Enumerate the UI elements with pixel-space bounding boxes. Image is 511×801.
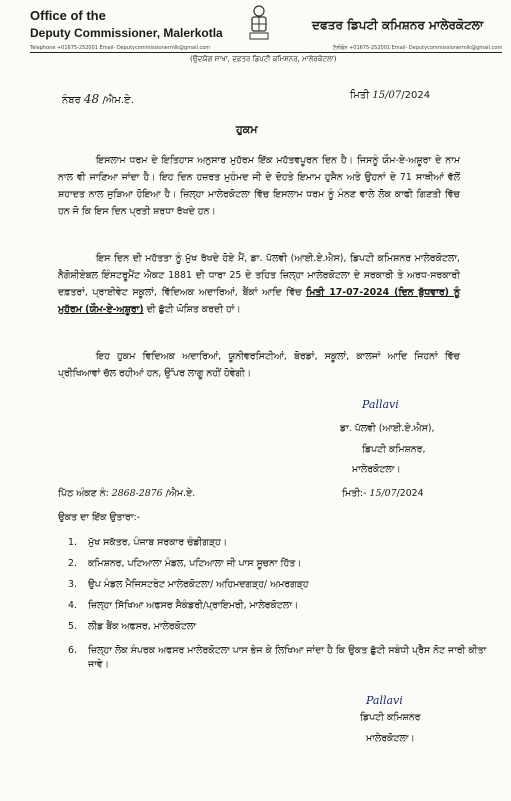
- declaration-text: ਇਸ ਦਿਨ ਦੀ ਮਹੱਤਤਾ ਨੂੰ ਮੁੱਖ ਰੱਖਦੇ ਹੋਏ ਮੈਂ, ਡਾ. ਪੱਲਵੀ (ਆਈ.ਏ.ਐਸ), ਡਿਪਟੀ ਕਮਿਸ਼ਨਰ ਮਾਲੇਰਕੋਟਲਾ, ਨੈਗੋਸ਼ੀਏਬਲ ਇੰਸਟਰੂਮੈਂਟ ਐਕਟ 1881 ਦੀ ਧਾਰਾ 25 ਦੇ ਤਹਿਤ ਜ਼ਿਲ੍ਹਾ ਮਾਲੇਰਕੋਟਲਾ ਦੇ ਸਰਕਾਰੀ ਤੇ ਅਰਧ-ਸਰਕਾਰੀ ਦਫ਼ਤਰਾਂ, ਪ੍ਰਾਈਵੇਟ ਸਕੂਲਾਂ, ਵਿੱਦਿਅਕ ਅਦਾਰਿਆਂ, ਬੈਂਕਾਂ ਆਦਿ ਵਿੱਚ: [58, 253, 460, 298]
- list-item: [68, 557, 488, 571]
- contact-right: ਟੈਲੀਫੋਨ +01675-252001 Email- Deputycommissionermlk@gmail.com: [333, 45, 503, 51]
- date-label: ਮਿਤੀ: [350, 90, 370, 101]
- reference-number: [62, 92, 134, 106]
- header-divider: [30, 52, 502, 53]
- list-item-text: ਜ਼ਿਲ੍ਹਾ ਸਿੱਖਿਆ ਅਫਸਰ ਸੈਕੰਡਰੀ/ਪ੍ਰਾਇਮਰੀ, ਮਾਲੇਰਕੋਟਲਾ।: [88, 600, 299, 611]
- date-year: /2024: [401, 90, 431, 101]
- branch-subheading: (ਉਦਯੋਗ ਸ਼ਾਖਾ, ਦਫ਼ਤਰ ਡਿਪਟੀ ਕਮਿਸ਼ਨਰ, ਮਾਲੇਰਕੋਟਲਾ): [190, 55, 337, 63]
- list-item-text: ਮੁੱਖ ਸਕੱਤਰ, ਪੰਜਾਬ ਸਰਕਾਰ ਚੰਡੀਗੜ੍ਹ।: [88, 537, 228, 548]
- government-emblem-icon: [246, 2, 272, 48]
- endorsement-date-year: /2024: [396, 488, 424, 499]
- order-title: ਹੁਕਮ: [236, 123, 258, 136]
- contact-left: Telephone +01675-252001 Email- Deputycommissionermlk@gmail.com: [30, 45, 211, 51]
- list-item: [68, 599, 488, 613]
- office-name-english: Deputy Commissioner, Malerkotla: [30, 26, 223, 40]
- signature-2: Pallavi: [366, 694, 403, 707]
- order-date: [350, 90, 430, 101]
- list-item-number: 6.: [68, 645, 77, 656]
- declaration-end: ਦੀ ਛੁੱਟੀ ਘੋਸ਼ਿਤ ਕਰਦੀ ਹਾਂ।: [146, 304, 241, 315]
- signatory-name: ਡਾ. ਪੱਲਵੀ (ਆਈ.ਏ.ਐਸ),: [340, 423, 435, 434]
- list-item-number: 2.: [68, 558, 77, 569]
- copy-list: [68, 536, 488, 679]
- list-item-text: ਜ਼ਿਲ੍ਹਾ ਲੋਕ ਸੰਪਰਕ ਅਫਸਰ ਮਾਲੇਰਕੋਟਲਾ ਪਾਸ ਭੇਜ ਕੇ ਲਿਖਿਆ ਜਾਂਦਾ ਹੈ ਕਿ ਉਕਤ ਛੁੱਟੀ ਸਬੰਧੀ ਪ੍ਰੈੱਸ ਨੋਟ ਜਾਰੀ ਕੀਤਾ ਜਾਵੇ।: [88, 645, 487, 670]
- list-item-text: ਕਮਿਸ਼ਨਰ, ਪਟਿਆਲਾ ਮੰਡਲ, ਪਟਿਆਲਾ ਜੀ ਪਾਸ ਸੂਚਨਾ ਹਿੱਤ।: [88, 558, 302, 569]
- endorsement-value: 2868-2876: [111, 488, 163, 499]
- office-title-english: Office of the: [30, 8, 106, 23]
- reference-number-value: 48: [83, 92, 100, 106]
- endorsement-suffix: /ਐਮ.ਏ.: [165, 488, 196, 499]
- signatory-designation-2: ਡਿਪਟੀ ਕਮਿਸ਼ਨਰ: [360, 712, 421, 723]
- reference-prefix: ਨੰਬਰ: [62, 95, 81, 106]
- list-item-text: ਲੀਡ ਬੈਂਕ ਅਫਸਰ, ਮਾਲੇਰਕੋਟਲਾ: [88, 621, 197, 632]
- endorsement-date-label: ਮਿਤੀ:-: [342, 488, 367, 499]
- list-item-number: 1.: [68, 537, 77, 548]
- list-item-number: 3.: [68, 579, 77, 590]
- list-item-number: 5.: [68, 621, 77, 632]
- date-value: 15/07: [372, 90, 402, 101]
- holiday-date-highlight: ਮਿਤੀ 17-07-2024 (ਦਿਨ ਬੁੱਧਵਾਰ) ਨੂੰ ਮੁਹੱਰਮ (ਯੌਮ-ਏ-ਅਸ਼ੂਰਾ): [58, 287, 460, 315]
- list-item-text: ਉਪ ਮੰਡਲ ਮੈਜਿਸਟਰੇਟ ਮਾਲੇਰਕੋਟਲਾ/ ਅਹਿਮਦਗੜ੍ਹ/ ਅਮਰਗੜ੍ਹ: [88, 579, 309, 590]
- signatory-place-2: ਮਾਲੇਰਕੋਟਲਾ।: [366, 733, 415, 744]
- signatory-place: ਮਾਲੇਰਕੋਟਲਾ।: [352, 464, 401, 475]
- reference-suffix: /ਐਮ.ਏ.: [102, 95, 134, 106]
- list-item: [68, 620, 488, 634]
- endorsement-date: [342, 488, 424, 499]
- office-name-punjabi: ਦਫਤਰ ਡਿਪਟੀ ਕਮਿਸ਼ਨਰ ਮਾਲੇਰਕੋਟਲਾ: [312, 18, 484, 32]
- signatory-designation: ਡਿਪਟੀ ਕਮਿਸ਼ਨਰ,: [362, 444, 426, 455]
- copy-heading: ਉਕਤ ਦਾ ਇੱਕ ਉਤਾਰਾ:-: [58, 512, 141, 523]
- list-item: [68, 644, 488, 672]
- paragraph-exemption: ਇਹ ਹੁਕਮ ਵਿਦਿਅਕ ਅਦਾਰਿਆਂ, ਯੂਨੀਵਰਸਿਟੀਆਂ, ਬੋਰਡਾਂ, ਸਕੂਲਾਂ, ਕਾਲਜਾਂ ਆਦਿ ਜਿਹਨਾਂ ਵਿੱਚ ਪ੍ਰੀਖਿਆਵਾਂ ਚੱਲ ਰਹੀਆਂ ਹਨ, ਉੱਪਰ ਲਾਗੂ ਨਹੀਂ ਹੋਵੇਗੀ।: [58, 351, 460, 379]
- list-item: [68, 578, 488, 592]
- endorsement-number: [58, 488, 195, 499]
- list-item: [68, 536, 488, 550]
- signature-1: Pallavi: [362, 398, 399, 411]
- endorsement-label: ਪਿੱਠ ਅੰਕਣ ਨੰ:: [58, 488, 109, 499]
- list-item-number: 4.: [68, 600, 77, 611]
- paragraph-declaration: [58, 250, 460, 318]
- paragraph-intro: ਇਸਲਾਮ ਧਰਮ ਦੇ ਇਤਿਹਾਸ ਅਨੁਸਾਰ ਮੁਹੱਰਮ ਇੱਕ ਮਹੱਤਵਪੂਰਨ ਦਿਨ ਹੈ। ਜਿਸਨੂੰ ਯੌਮ-ਏ-ਅਸ਼ੂਰਾ ਦੇ ਨਾਮ ਨਾਲ ਵੀ ਜਾਣਿਆ ਜਾਂਦਾ ਹੈ। ਇਹ ਦਿਨ ਹਜ਼ਰਤ ਮੁਹੰਮਦ ਜੀ ਦੇ ਦੋਹਤੇ ਇਮਾਮ ਹੁਸੈਨ ਅਤੇ ਉਹਨਾਂ ਦੇ 71 ਸਾਥੀਆਂ ਵੱਲੋਂ ਸ਼ਹਾਦਤ ਨਾਲ ਜੁੜਿਆ ਹੋਇਆ ਹੈ। ਜ਼ਿਲ੍ਹਾ ਮਾਲੇਰਕੋਟਲਾ ਵਿੱਚ ਇਸਲਾਮ ਧਰਮ ਨੂੰ ਮੰਨਣ ਵਾਲੇ ਲੋਕ ਕਾਫੀ ਗਿਣਤੀ ਵਿੱਚ ਹਨ ਜੋ ਕਿ ਇਸ ਦਿਨ ਪ੍ਰਤੀ ਸ਼ਰਧਾ ਰੱਖਦੇ ਹਨ।: [58, 155, 460, 217]
- endorsement-date-value: 15/07: [369, 488, 397, 499]
